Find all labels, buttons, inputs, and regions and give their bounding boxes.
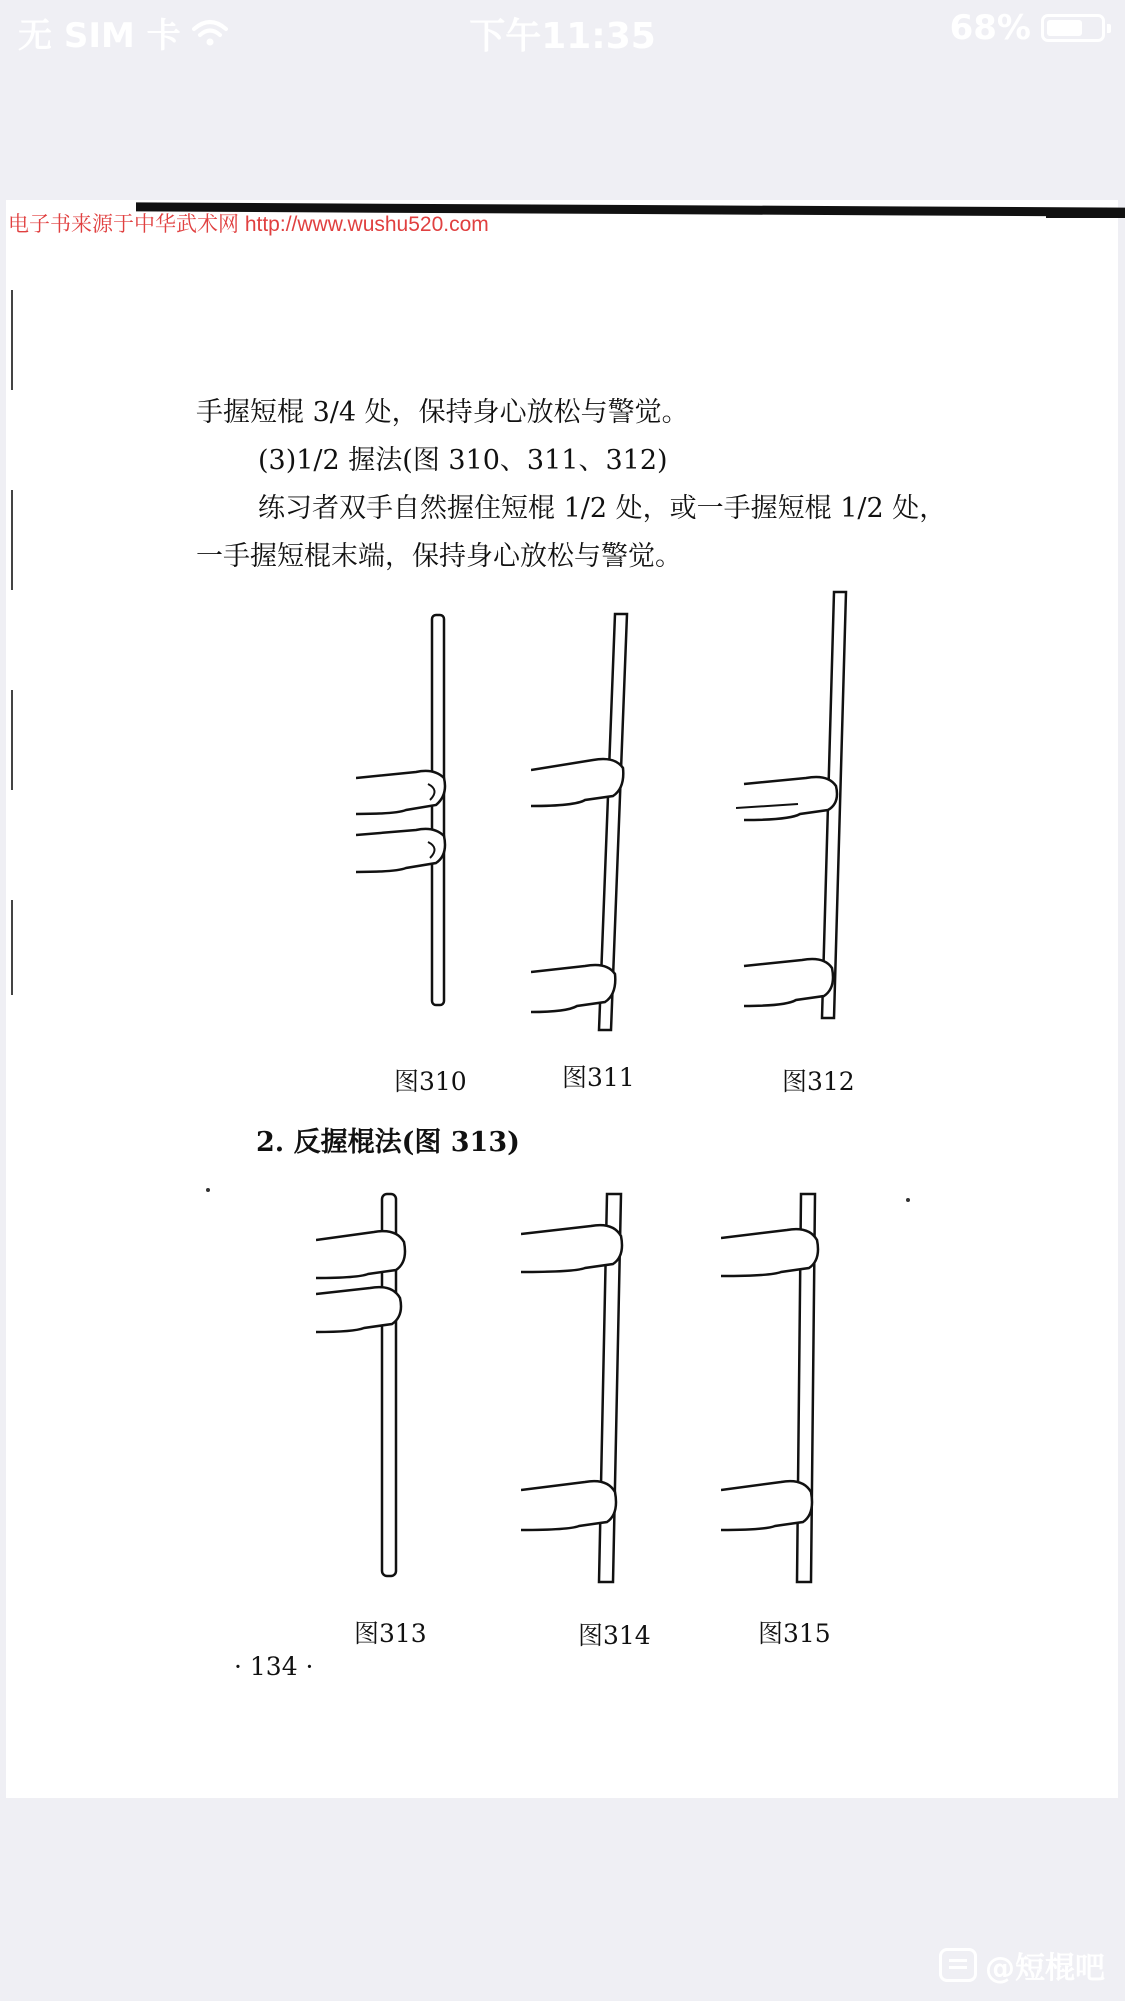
body-text-line: 练习者双手自然握住短棍 1/2 处，或一手握短棍 1/2 处， [258,493,947,524]
scan-margin-line [11,900,13,995]
brand-label: @短棍吧 [985,1951,1105,1986]
section-heading: 2. 反握棍法(图 313) [256,1127,520,1158]
figure-310-illustration [356,610,466,1010]
status-bar [0,0,1125,64]
clock: 下午11:35 [469,16,656,57]
battery-percent: 68% [949,8,1031,48]
figure-313-illustration [316,1190,416,1580]
figure-caption: 图310 [394,1067,467,1096]
carrier-label: 无 SIM 卡 [18,16,181,56]
scan-speck [906,1198,910,1202]
body-text-line: 手握短棍 3/4 处，保持身心放松与警觉。 [196,397,689,428]
figure-311-illustration [531,610,646,1040]
scan-speck [206,1188,210,1192]
figure-312-illustration [736,588,856,1028]
brand-watermark [939,1943,1105,1987]
page-number: · 134 · [234,1652,314,1681]
figure-caption: 图313 [354,1619,427,1648]
figure-caption: 图315 [758,1619,831,1648]
weibo-icon [939,1948,977,1982]
watermark-text: 电子书来源于中华武术网 http://www.wushu520.com [8,213,489,236]
body-text-line: 一手握短棍末端，保持身心放松与警觉。 [196,541,682,572]
scan-margin-line [11,690,13,790]
figure-315-illustration [721,1190,831,1590]
figure-caption: 图312 [782,1067,855,1096]
figure-caption: 图314 [578,1621,651,1650]
subheading-text: (3)1/2 握法(图 310、311、312) [258,445,668,476]
scan-margin-line [11,290,13,390]
scan-border-line [1046,212,1125,218]
document-page[interactable] [6,200,1118,1798]
scan-margin-line [11,490,13,590]
battery-level [1047,20,1082,36]
battery-group [950,8,1105,48]
figure-314-illustration [521,1190,636,1590]
figure-caption: 图311 [562,1063,635,1092]
battery-icon [1041,14,1105,42]
